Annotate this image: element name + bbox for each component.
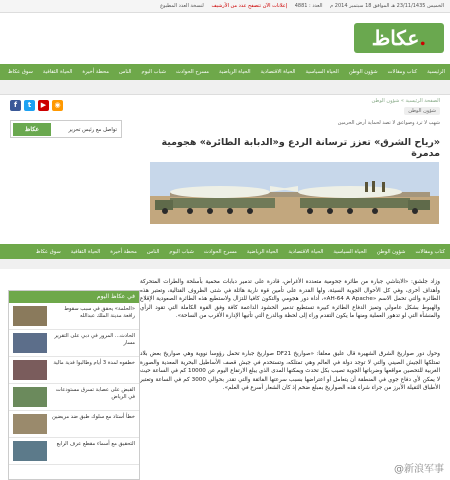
news-title[interactable]: الحادث... المرور في دبي على التقرير مسار [54, 333, 135, 346]
social-links [10, 100, 63, 111]
article-headline: «رياح الشرق» تعزز ترسانة الردع و«الدبابة الطائرة» هجومية مدمرة [161, 137, 440, 159]
sidebar-news-item[interactable] [9, 330, 139, 357]
section-tag[interactable]: شؤون الوطن [404, 107, 440, 115]
nav-item[interactable]: سوق عكاظ [7, 69, 33, 75]
sub-nav [0, 80, 450, 95]
kicker: شهب لا ترد وصواعق لا تصد لحماية أرض الحرمين [337, 120, 440, 126]
top-bar [0, 0, 450, 13]
nav2-item[interactable]: الحياة الرياضية [246, 248, 279, 255]
news-title[interactable]: خطأ أستاذ مع سلوك طبق ضد مريضين [52, 414, 135, 420]
watermark: @新浪军事 [394, 464, 444, 475]
nav2-item[interactable]: محطة أخيرة [110, 248, 137, 255]
nav-item[interactable]: الحياة الثقافية [42, 69, 73, 75]
sidebar-title: في عكاظ اليوم [96, 293, 135, 300]
site-logo[interactable]: عكاظ. [354, 23, 444, 53]
contact-label: تواصل مع رئيس تحرير [68, 127, 117, 133]
twitter-icon[interactable]: t [24, 100, 35, 111]
issue-label: العدد : 4881 [294, 3, 323, 9]
news-thumbnail[interactable] [13, 441, 47, 461]
secondary-nav [0, 244, 450, 259]
news-thumbnail[interactable] [13, 387, 47, 407]
site-header [0, 13, 450, 63]
nav-item[interactable]: شباب اليوم [141, 69, 167, 75]
contact-logo-tag: عكاظ [13, 123, 51, 136]
youtube-icon[interactable]: ▶ [38, 100, 49, 111]
nav2-item[interactable]: شباب اليوم [169, 248, 194, 255]
nav2-item[interactable]: الحياة السياسية [333, 248, 367, 255]
nav2-item[interactable]: الحياة الثقافية [70, 248, 101, 255]
sidebar-header [9, 291, 139, 303]
article-photo [150, 162, 439, 224]
nav2-item[interactable]: مسرح الحوادث [203, 248, 237, 255]
missile-photo [150, 162, 439, 224]
nav2-item[interactable]: سوق عكاظ [35, 248, 61, 255]
news-thumbnail[interactable] [13, 414, 47, 434]
news-title[interactable]: القبض على عصابة تسرق مستودعات في الرياض [55, 387, 135, 400]
rss-icon[interactable]: ◉ [52, 100, 63, 111]
sidebar-news-item[interactable] [9, 357, 139, 384]
facebook-icon[interactable]: f [10, 100, 21, 111]
news-title[interactable]: خطفوه لمدة 3 أيام وطالبوا فدية مالية [53, 360, 135, 366]
today-sidebar [8, 290, 140, 480]
sidebar-news-item[interactable] [9, 303, 139, 330]
logo-text: عكاظ [371, 26, 420, 50]
breadcrumb[interactable]: الصفحة الرئيسية » شؤون الوطن [371, 98, 440, 104]
news-thumbnail[interactable] [13, 333, 47, 353]
news-thumbnail[interactable] [13, 306, 47, 326]
sidebar-news-item[interactable] [9, 384, 139, 411]
news-title[interactable]: التحقيق مع أسماء مقطع عرف الرابع [56, 441, 135, 447]
nav-item[interactable]: شؤون الوطن [348, 69, 378, 75]
archive-notice[interactable]: إعلانات الآن تتصفح عدد من الأرشيف [211, 3, 288, 9]
nav2-item[interactable]: الحياة الاقتصادية [288, 248, 324, 255]
article-paragraph-1: وزاد جلشق: «الابتاشي جبارة من طائرة جحومية متعددة الأغراض، قادرة على تدمير دبابات محمية بأسلحة والطرات المتحركة وأهداف أخرى، وفي كل الأحوال الجوية السيئة، ولها القدرة على تأمين قوة نارية هائلة في شتى الظروف القتالية، وتعتبر هذه الطائرة والتي تحمل الاسم «AH-64 A Apache»، أداة دور هجومي والتكون كافيا للتزال ولاستطيع هذه الطائرة الصعودية الإقلاع والهبوط بشكل عامولي وتميز الدفاع الطائرة كبيرة تستطيع تدمير الحشود الداعمة كافة وفق القوة الكاملة التي تقود الرأي والمنشأة التي لو تدهور العملية ومنها ما يكون التقدم وراء إلى لحظة وبالدرع التي تأتيها الإدارة الأقرب من الساحة». [140, 279, 441, 320]
contact-editor-box[interactable] [10, 120, 122, 138]
nav-item[interactable]: الحياة الرياضية [218, 69, 251, 75]
nav-item[interactable]: الحياة الاقتصادية [260, 69, 296, 75]
article-paragraph-2: وحول دور صواريخ الشرق الشهيرة قال عليق معلقا: «صواريخ DF21 صواريخ جبارة تحمل رؤوسا نووية وهي صواريخ بعض بلاد تمتلكها الجيش الصيني والتي لا توجد دولة في العالم وهي تمتلكه، وتستخدم في جيش قصف الأساطيل البحرية المعدية والصورة الغربية للتحصين مواقعها وضرباتها الجوية تصيب بكل تحدث ويمكنها المدى الذي يبلغ الارتفاع اليوم عن 10000 كم في الساعة حيث لا يمكن لأي دفاع جوي في المنطقة أن يتعامل أو اعتراضها بسبب سرعتها الفائقة والتي تقدر بحوالي 3000 كم في الساعة وتعتبر الأطباق الثقيلة الأبرز من جراء شراء هذه الصواريخ بمبلغ ضخم إذ كان الشعار أسرع في العلم». [140, 351, 441, 392]
nav2-item[interactable]: كتاب ومقالات [415, 248, 445, 255]
date-label: الخميس 23/11/1435 هـ الموافق 18 سبتمبر 2014 م [330, 3, 444, 9]
nav-item[interactable]: مسرح الحوادث [176, 69, 209, 75]
nav-item[interactable]: الحياة السياسية [305, 69, 339, 75]
sidebar-news-item[interactable] [9, 411, 139, 438]
archive-link[interactable]: لنسخة العدد المطبوع [160, 3, 204, 9]
nav-item[interactable]: الناس [119, 69, 132, 75]
nav2-item[interactable]: شؤون الوطن [376, 248, 406, 255]
news-title[interactable]: «الحلمة» يحقق في سبب سقوط رافعة مدينة الملك عبدالله [64, 306, 135, 319]
news-thumbnail[interactable] [13, 360, 47, 380]
nav-item[interactable]: كتاب ومقالات [387, 69, 418, 75]
main-nav [0, 64, 450, 80]
mid-strip [0, 259, 450, 269]
nav-item[interactable]: الرئيسية [427, 69, 445, 75]
nav-item[interactable]: محطة أخيرة [82, 69, 109, 75]
sidebar-news-item[interactable] [9, 438, 139, 465]
nav2-item[interactable]: الناس [146, 248, 160, 255]
